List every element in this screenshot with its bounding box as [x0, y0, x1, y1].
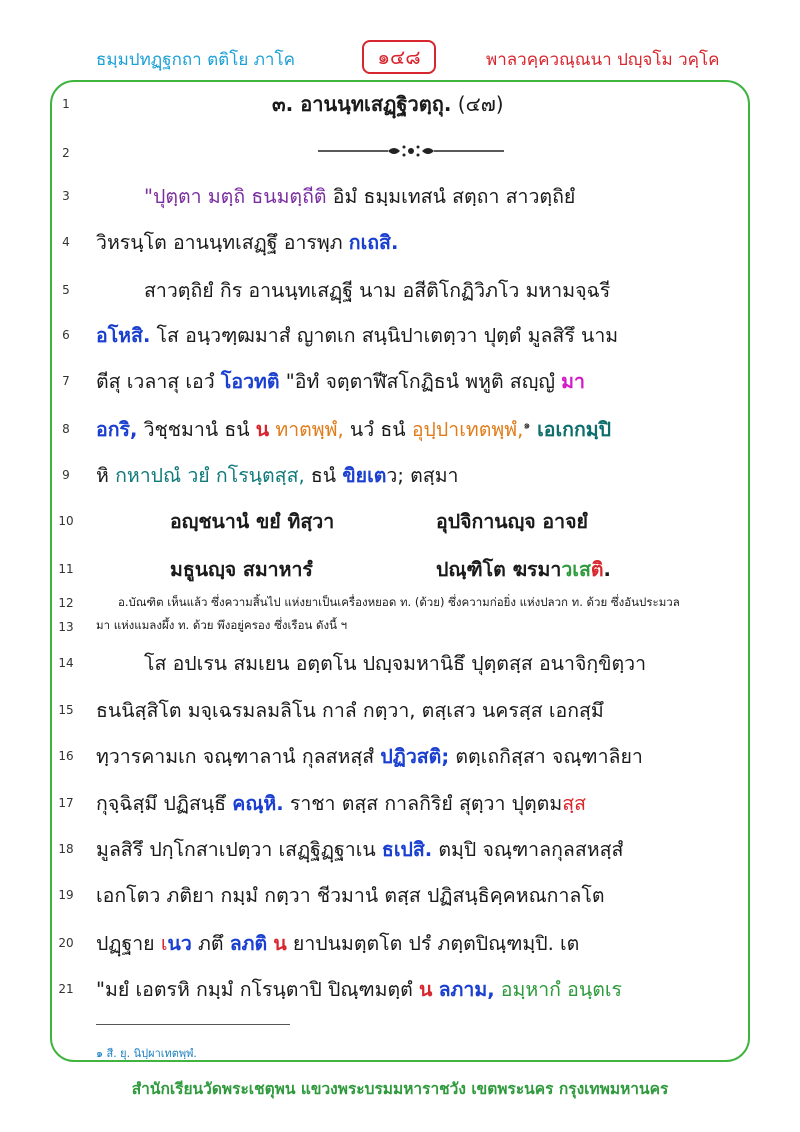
line-number: 20 — [58, 936, 74, 950]
footnote-divider — [96, 1024, 290, 1025]
text-span: ปฏฺฐาย — [96, 932, 161, 955]
line-number: 15 — [58, 703, 74, 717]
line-number: 7 — [62, 374, 70, 388]
translation-line-1: อ.บัณฑิต เห็นแล้ว ซึ่งความสิ้นไป แห่งยาเป็นเครื่องหยอด ท. (ด้วย) ซึ่งความก่อยิ่ง แห่งปลวก ท. ด้วย ซึ่งอันประมวล — [118, 595, 680, 609]
particle-highlight: นว — [167, 932, 192, 955]
footnote: ๑ สี. ยุ. นิปฺผาเทตพฺพํ. — [96, 1047, 197, 1060]
line-number: 16 — [58, 749, 74, 763]
text-span: หิ — [96, 464, 116, 487]
line-number: 17 — [58, 796, 74, 810]
text-span: "มยํ เอตรหิ กมฺมํ กโรนฺตาปิ ปิณฺฑมตฺตํ — [96, 978, 420, 1001]
line-number: 8 — [62, 422, 70, 436]
verb-highlight: ลภาม, — [438, 978, 495, 1001]
story-title-text: ๓. อานนฺทเสฏฺฐิวตฺถุ. — [272, 92, 452, 116]
page-number-badge: ๑๔๘ — [362, 40, 436, 74]
text-line-15: ธนนิสฺสิโต มจฺเฉรมลมลิโน กาลํ กตฺวา, ตสฺเสว นครสฺส เอกสฺมึ — [96, 699, 604, 722]
verse-line-1a: อญฺชนานํ ขยํ ทิสฺวา — [170, 510, 335, 533]
verb-highlight: โอวทติ — [220, 370, 280, 393]
text-span: "อิทํ จตฺตาฬีสโกฏิธนํ พหูติ สญฺญํ — [279, 370, 562, 393]
verb-highlight: คณฺหิ. — [232, 792, 284, 815]
verb-highlight: ปฏิวสติ; — [380, 745, 450, 768]
text-span: ตีสุ เวลาสุ เอวํ — [96, 370, 221, 393]
line-number: 4 — [62, 235, 70, 249]
line-number: 11 — [58, 562, 74, 576]
text-line-20 — [96, 928, 579, 959]
page-footer: สำนักเรียนวัดพระเชตุพน แขวงพระบรมมหาราชวัง เขตพระนคร กรุงเทพมหานคร — [131, 1080, 669, 1098]
particle-highlight: มา — [561, 370, 585, 393]
text-line-21 — [96, 974, 622, 1005]
text-span: นวํ ธนํ — [343, 418, 412, 441]
text-line-6 — [96, 320, 618, 351]
line-number: 3 — [62, 189, 70, 203]
verb-highlight: กเถสิ. — [348, 231, 399, 254]
verse-line-2b: ปณฺฑิโต ฆรมาวเสติ. — [436, 558, 611, 581]
translation-line-2: มา แห่งแมลงผึ้ง ท. ด้วย พึงอยู่ครอง ซึ่งเรือน ดังนี้ ฯ — [96, 618, 348, 632]
suffix-highlight: สฺส — [562, 792, 587, 815]
line-number: 12 — [58, 596, 74, 610]
line-number: 18 — [58, 842, 74, 856]
footnote-marker: ๑ — [523, 418, 531, 432]
text-line-16 — [96, 741, 643, 772]
text-line-4 — [96, 227, 398, 258]
line-number: 1 — [62, 97, 70, 111]
line-number: 9 — [62, 468, 70, 482]
text-span: ตตฺเถกิสฺสา จณฺฑาลิยา — [449, 745, 643, 768]
text-span: ธนํ — [304, 464, 343, 487]
book-title: ธมฺมปทฏฺฐกถา ตติโย ภาโค — [96, 50, 295, 70]
verb-highlight: ธเปสิ. — [381, 838, 433, 861]
line-number: 6 — [62, 328, 70, 342]
text-span: ยาปนมตฺตโต ปรํ ภตฺตปิณฺฑมฺปิ. เต — [286, 932, 580, 955]
prefix-highlight: เ — [160, 932, 168, 955]
word-highlight: เอเกกมฺปิ — [530, 418, 612, 441]
text-span: อิมํ ธมฺมเทสนํ สตฺถา สาวตฺถิยํ — [326, 185, 576, 208]
ornament-divider-icon — [318, 141, 504, 161]
text-line-7 — [96, 366, 585, 397]
line-number: 2 — [62, 146, 70, 160]
text-line-19: เอกโตว ภติยา กมฺมํ กตฺวา ชีวมานํ ตสฺส ปฏิสนฺธิคฺคหณกาลโต — [96, 884, 605, 907]
verb-highlight: ทาตพฺพํ, — [269, 418, 344, 441]
text-span: ตมฺปิ จณฺฑาลกุลสหสฺสํ — [432, 838, 624, 861]
verb-highlight: ลภติ — [229, 932, 268, 955]
text-span: ทฺวารคามเก จณฺฑาลานํ กุลสหสฺสํ — [96, 745, 381, 768]
chapter-title: พาลวคฺควณฺณนา ปญฺจโม วคฺโค — [486, 50, 720, 70]
verb-highlight: อกริ, — [96, 418, 138, 441]
text-span: ภตึ — [191, 932, 230, 955]
line-number: 13 — [58, 620, 74, 634]
text-line-9 — [96, 460, 459, 491]
verb-highlight: อุปฺปาเทตพฺพํ, — [411, 418, 524, 441]
negation-highlight: น — [419, 978, 433, 1001]
negation-highlight: น — [255, 418, 270, 441]
text-span: กุจฺฉิสฺมึ ปฏิสนฺธึ — [96, 792, 233, 815]
line-number: 14 — [58, 656, 74, 670]
line-number: 21 — [58, 982, 74, 996]
text-span: วิหรนฺโต อานนฺทเสฏฺฐึ อารพฺภ — [96, 231, 349, 254]
verse-quote: "ปุตฺตา มตฺถิ ธนมตฺถีติ — [144, 185, 327, 208]
text-span: ราชา ตสฺส กาลกิริยํ สุตฺวา ปุตฺตม — [283, 792, 563, 815]
phrase-highlight: กหาปณํ วยํ กโรนฺตสฺส, — [115, 464, 305, 487]
text-span: สาวตฺถิยํ กิร อานนฺทเสฏฺฐี นาม อสีติโกฏิวิภโว มหามจฺฉรี — [144, 279, 611, 302]
text-line-18 — [96, 834, 623, 865]
verse-line-2a: มธูนญฺจ สมาหารํ — [170, 558, 313, 581]
text-line-14: โส อปเรน สมเยน อตฺตโน ปญฺจมหานิธึ ปุตฺตสฺส อนาจิกฺขิตฺวา — [144, 652, 647, 675]
verse-line-1b: อุปจิกานญฺจ อาจยํ — [436, 510, 588, 533]
text-line-5 — [144, 275, 610, 306]
text-span: โส อนฺวฑฺฒมาสํ ญาตเก สนฺนิปาเตตฺวา ปุตฺตํ มูลสิรึ นาม — [150, 324, 619, 347]
text-span: วิชฺชมานํ ธนํ — [137, 418, 256, 441]
story-title — [272, 88, 504, 120]
text-span: ว; ตสฺมา — [386, 464, 459, 487]
page-header — [0, 40, 800, 80]
line-number: 5 — [62, 283, 70, 297]
verse-number: (๔๗) — [451, 92, 504, 116]
text-line-3 — [144, 181, 575, 212]
text-line-17 — [96, 788, 586, 819]
line-number: 19 — [58, 888, 74, 902]
negation-highlight: น — [273, 932, 287, 955]
verb-highlight: ขิยเต — [342, 464, 387, 487]
line-number: 10 — [58, 514, 74, 528]
verb-highlight: อโหสิ. — [96, 324, 151, 347]
text-line-8 — [96, 414, 611, 445]
phrase-highlight: อมฺหากํ อนฺตเร — [494, 978, 623, 1001]
text-span: มูลสิรึ ปกฺโกสาเปตฺวา เสฏฺฐิฏฺฐาเน — [96, 838, 382, 861]
